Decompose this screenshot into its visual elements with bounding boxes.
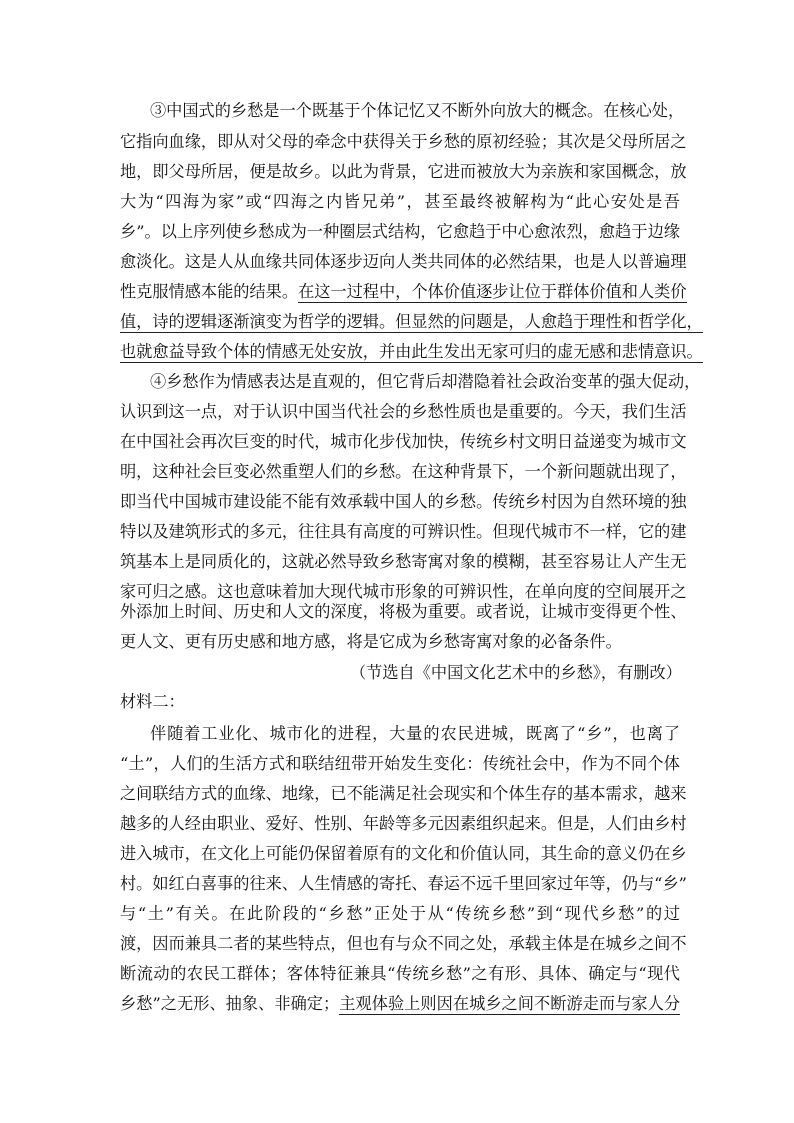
- text-line: 断流动的农民工群体；客体特征兼具“传统乡愁”之有形、具体、确定与“现代: [120, 964, 680, 983]
- text-segment: 乡愁”之无形、抽象、非确定；: [120, 994, 340, 1013]
- text-line: [120, 992, 680, 1016]
- text-line: 地，即父母所居，便是故乡。以此为背景，它进而被放大为亲族和家国概念，放: [120, 162, 687, 181]
- section-heading: 材料二：: [120, 693, 185, 711]
- text-segment: 性克服情感本能的结果。: [120, 282, 299, 301]
- text-line: 更人文、更有历史感和地方感，将是它成为乡愁寄寓对象的必备条件。: [120, 632, 622, 651]
- text-line: 家可归之感。这也意味着加大现代城市形象的可辨识性，在单向度的空间展开之: [120, 582, 687, 601]
- underlined-text: 值，诗的逻辑逐渐演变为哲学的逻辑。但显然的问题是，人愈趋于理性和哲学化，: [120, 312, 703, 331]
- text-line: [120, 340, 703, 364]
- text-line: 认识到这一点，对于认识中国当代社会的乡愁性质也是重要的。今天，我们生活: [120, 402, 687, 421]
- text-line: 进入城市，在文化上可能仍保留着原有的文化和价值认同，其生命的意义仍在乡: [120, 844, 687, 863]
- text-line: 明，这种社会巨变必然重塑人们的乡愁。在这种背景下，一个新问题就出现了，: [120, 462, 687, 481]
- text-line: ④乡愁作为情感表达是直观的，但它背后却潜隐着社会政治变革的强大促动，: [150, 372, 701, 391]
- text-line: 乡”。以上序列使乡愁成为一种圈层式结构，它愈趋于中心愈浓烈，愈趋于边缘: [120, 222, 680, 241]
- text-line: 它指向血缘，即从对父母的牵念中获得关于乡愁的原初经验；其次是父母所居之: [120, 132, 687, 151]
- text-line: 渡，因而兼具二者的某些特点，但也有与众不同之处，承载主体是在城乡之间不: [120, 934, 687, 953]
- text-line: 特以及建筑形式的多元，往往具有高度的可辨识性。但现代城市不一样，它的建: [120, 522, 687, 541]
- text-line: 筑基本上是同质化的，这就必然导致乡愁寄寓对象的模糊，甚至容易让人产生无: [120, 552, 687, 571]
- underlined-text: 在这一过程中，个体价值逐步让位于群体价值和人类价: [298, 282, 687, 301]
- text-line: 村。如红白喜事的往来、人生情感的寄托、春运不远千里回家过年等，仍与“乡”: [120, 874, 687, 893]
- text-line: 之间联结方式的血缘、地缘，已不能满足社会现实和个体生存的基本需求，越来: [120, 784, 687, 803]
- text-line: 伴随着工业化、城市化的进程，大量的农民进城，既离了“乡”，也离了: [150, 724, 680, 743]
- underlined-text: 也就愈益导致个体的情感无处安放，并由此生发出无家可归的虚无感和悲情意识。: [120, 342, 703, 361]
- source-citation: （节选自《中国文化艺术中的乡愁》，有删改）: [350, 664, 682, 682]
- text-line: 越多的人经由职业、爱好、性别、年龄等多元因素组织起来。但是，人们由乡村: [120, 814, 687, 833]
- text-line: “土”，人们的生活方式和联结纽带开始发生变化：传统社会中，作为不同个体: [120, 754, 680, 773]
- text-line: [120, 310, 703, 334]
- underlined-text: 主观体验上则因在城乡之间不断游走而与家人分: [339, 994, 681, 1013]
- text-line: 愈淡化。这是人从血缘共同体逐步迈向人类共同体的必然结果，也是人以普遍理: [120, 252, 687, 271]
- text-line: 外添加上时间、历史和人文的深度，将极为重要。或者说，让城市变得更个性、: [120, 602, 687, 621]
- text-line: 大为“四海为家”或“四海之内皆兄弟”，甚至最终被解构为“此心安处是吾: [120, 192, 680, 211]
- text-line: 在中国社会再次巨变的时代，城市化步伐加快，传统乡村文明日益递变为城市文: [120, 432, 687, 451]
- text-line: ③中国式的乡愁是一个既基于个体记忆又不断外向放大的概念。在核心处，: [150, 101, 685, 120]
- text-line: [120, 280, 687, 304]
- text-line: 与“土”有关。在此阶段的“乡愁”正处于从“传统乡愁”到“现代乡愁”的过: [120, 904, 680, 923]
- text-line: 即当代中国城市建设能不能有效承载中国人的乡愁。传统乡村因为自然环境的独: [120, 492, 687, 511]
